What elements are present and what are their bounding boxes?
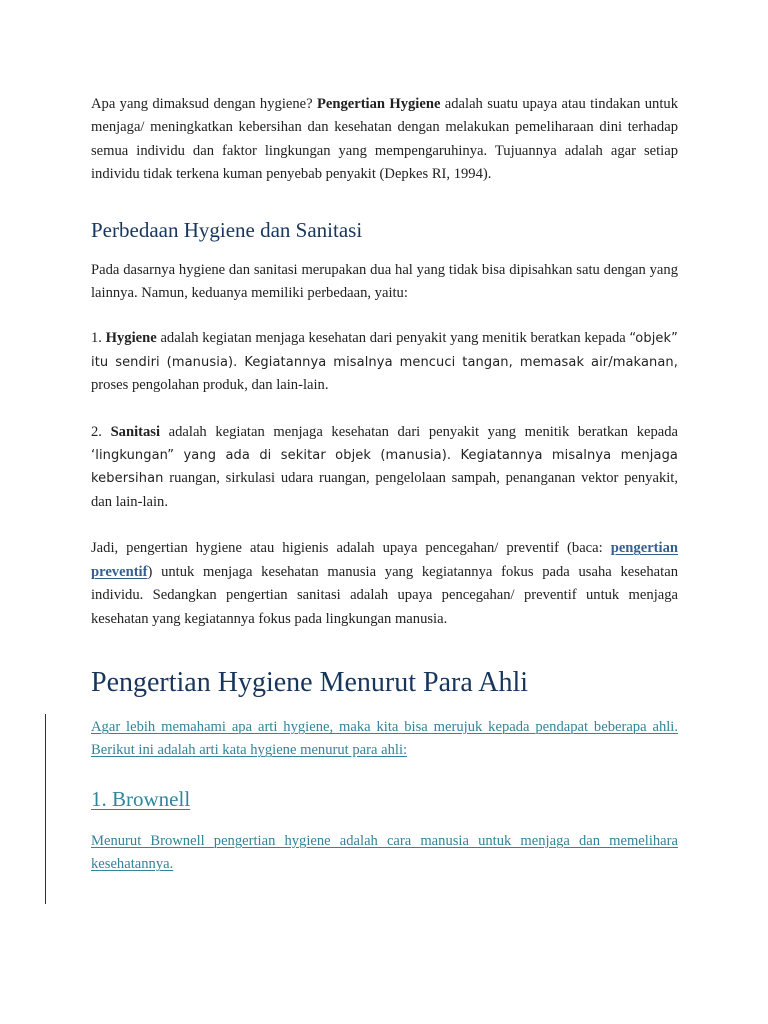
section-heading-menurut-para-ahli: Pengertian Hygiene Menurut Para Ahli	[91, 666, 529, 698]
list-item-text: ‘lingkungan” yang ada di sekitar objek (manusia). Kegiatannya misalnya menjaga kebersihan	[91, 448, 678, 487]
list-item-term: Hygiene	[105, 330, 157, 347]
list-item-text: adalah kegiatan menjaga kesehatan dari penyakit yang menitik beratkan kepada	[156, 330, 630, 347]
document-body	[91, 93, 678, 877]
pengertian-preventif-link[interactable]: pengertian preventif	[91, 540, 678, 580]
intro-term: Pengertian Hygiene	[316, 96, 441, 112]
list-item-sanitasi	[91, 421, 678, 515]
list-item-text: ruangan, sirkulasi udara ruangan, pengelolaan sampah, penanganan vektor penyakit, dan lain-lain.	[91, 470, 678, 510]
list-item-number: 1.	[91, 330, 106, 347]
perbedaan-paragraph: Pada dasarnya hygiene dan sanitasi merupakan dua hal yang tidak bisa dipisahkan satu dengan yang lainnya. Namun, keduanya memiliki perbedaan, yaitu:	[91, 261, 678, 302]
list-item-text: “objek” itu sendiri (manusia). Kegiatannya misalnya mencuci tangan, memasak air/makanan,	[91, 331, 678, 370]
list-item-term: Sanitasi	[110, 423, 161, 440]
conclusion-paragraph	[91, 537, 678, 631]
experts-intro-paragraph: Agar lebih memahami apa arti hygiene, maka kita bisa merujuk kepada pendapat beberapa ahli. Berikut ini adalah arti kata hygiene menurut para ahli:	[91, 718, 678, 759]
expert-heading-brownell: 1. Brownell	[91, 786, 191, 811]
section-heading-perbedaan: Perbedaan Hygiene dan Sanitasi	[91, 217, 363, 242]
list-item-text: adalah kegiatan menjaga kesehatan dari penyakit yang menitik beratkan kepada	[160, 423, 679, 440]
conclusion-lead: Jadi, pengertian hygiene atau higienis adalah upaya pencegahan/ preventif (baca:	[91, 540, 611, 557]
expert-brownell-paragraph: Menurut Brownell pengertian hygiene adalah cara manusia untuk menjaga dan memelihara kesehatannya.	[91, 832, 678, 873]
revision-change-bar	[45, 714, 46, 904]
intro-rest: adalah suatu upaya atau tindakan untuk menjaga/ meningkatkan kebersihan dan kesehatan dengan melakukan pemeliharaan dini terhadap semua individu dan faktor lingkungan yang mempengaruhinya. Tujuannya adalah agar setiap individu tidak terkena kuman penyebab penyakit (Depkes RI, 1994).	[91, 96, 678, 183]
list-item-number: 2.	[91, 423, 111, 440]
conclusion-rest: ) untuk menjaga kesehatan manusia yang kegiatannya fokus pada usaha kesehatan individu. Sedangkan pengertian sanitasi adalah upaya pencegahan/ preventif untuk menjaga kesehatan yang kegiatannya fokus pada lingkungan manusia.	[91, 563, 678, 627]
intro-lead: Apa yang dimaksud dengan hygiene?	[91, 96, 317, 112]
list-item-text: proses pengolahan produk, dan lain-lain.	[91, 377, 329, 394]
list-item-hygiene	[91, 327, 678, 397]
intro-paragraph	[91, 93, 678, 187]
